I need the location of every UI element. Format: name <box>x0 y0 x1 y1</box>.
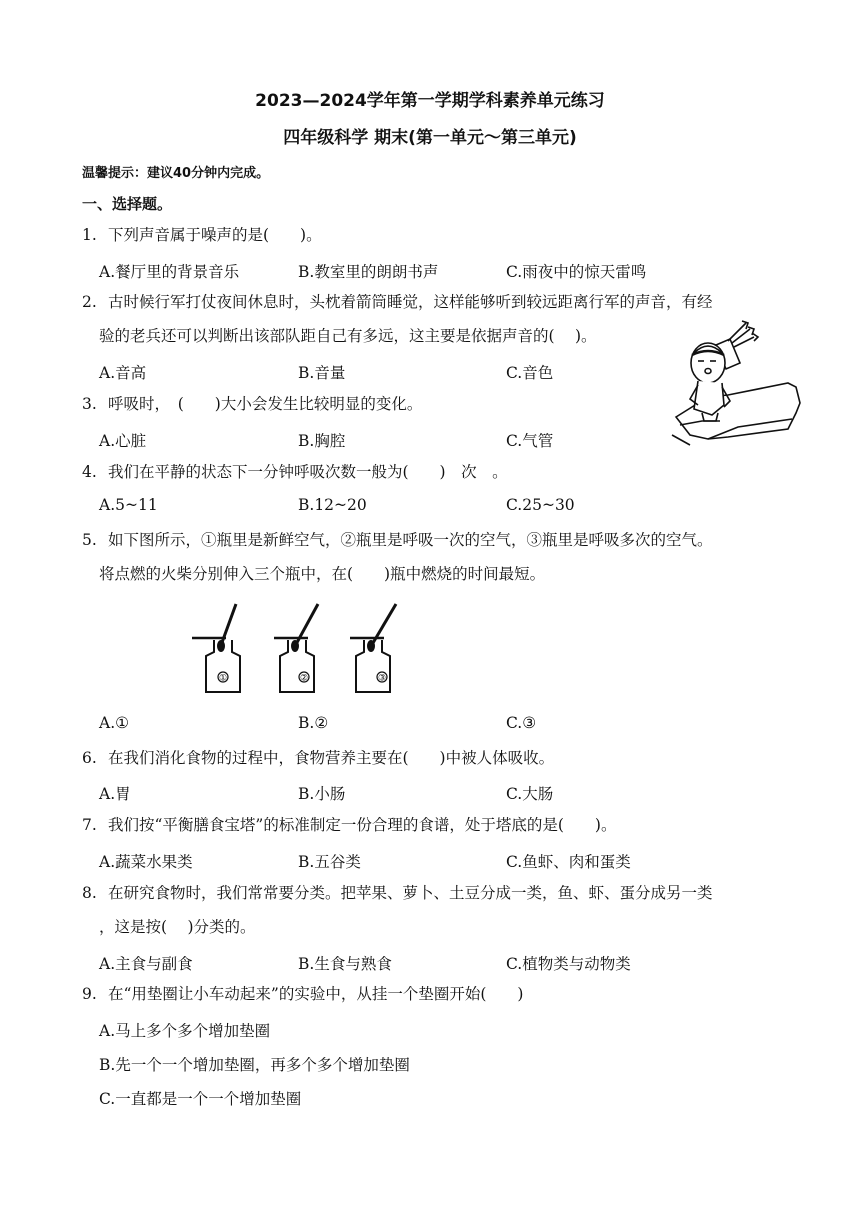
question-6 <box>82 741 782 775</box>
question-number: 6. <box>82 749 97 767</box>
option-c: C.③ <box>506 714 537 732</box>
option-a: A.心脏 <box>99 432 147 450</box>
question-text: 在“用垫圈让小车动起来”的实验中，从挂一个垫圈开始( ) <box>108 985 524 1003</box>
question-number: 7. <box>82 816 97 834</box>
question-text-cont: 将点燃的火柴分别伸入三个瓶中，在( )瓶中燃烧的时间最短。 <box>99 565 546 583</box>
question-text: 在研究食物时，我们常常要分类。把苹果、萝卜、土豆分成一类，鱼、虾、蛋分成另一类 <box>108 884 713 902</box>
exam-title: 2023—2024学年第一学期学科素养单元练习 <box>255 91 605 111</box>
option-b: B.教室里的朗朗书声 <box>298 263 439 281</box>
bottle-label: ① <box>218 673 228 684</box>
question-9 <box>82 977 782 1011</box>
question-text: 如下图所示，①瓶里是新鲜空气，②瓶里是呼吸一次的空气，③瓶里是呼吸多次的空气。 <box>108 531 713 549</box>
question-text: 古时候行军打仗夜间休息时，头枕着箭筒睡觉，这样能够听到较远距离行军的声音，有经 <box>108 293 713 311</box>
question-text: 呼吸时， ( )大小会发生比较明显的变化。 <box>108 395 423 413</box>
question-number: 4. <box>82 463 97 481</box>
option-a: A.主食与副食 <box>99 955 193 973</box>
question-8 <box>82 876 782 910</box>
option-c: C.音色 <box>506 364 554 382</box>
option-b: B.胸腔 <box>298 432 346 450</box>
option-c: C.气管 <box>506 432 554 450</box>
question-number: 8. <box>82 884 97 902</box>
bottle-label: ③ <box>377 673 387 684</box>
exam-subtitle: 四年级科学 期末(第一单元～第三单元) <box>283 128 577 148</box>
question-7 <box>82 808 782 842</box>
option-a: A.① <box>99 714 130 732</box>
option-c: C.一直都是一个一个增加垫圈 <box>99 1090 302 1108</box>
option-a: A.音高 <box>99 364 147 382</box>
bottles-illustration <box>190 598 420 698</box>
option-b: B.音量 <box>298 364 346 382</box>
question-5 <box>82 523 782 557</box>
option-c: C.25~30 <box>506 496 575 514</box>
bottle-2 <box>274 604 318 692</box>
soldier-sleeping-illustration <box>668 325 808 445</box>
question-number: 1. <box>82 226 97 244</box>
tip-text: 温馨提示：建议40分钟内完成。 <box>82 166 270 181</box>
option-c: C.鱼虾、肉和蛋类 <box>506 853 631 871</box>
question-text-cont: ，这是按( )分类的。 <box>99 918 256 936</box>
question-text: 下列声音属于噪声的是( )。 <box>108 226 322 244</box>
question-number: 5. <box>82 531 97 549</box>
option-b: B.小肠 <box>298 785 346 803</box>
option-b: B.生食与熟食 <box>298 955 392 973</box>
question-2 <box>82 285 782 319</box>
question-number: 3. <box>82 395 97 413</box>
bottle-1 <box>192 604 240 692</box>
option-a: A.餐厅里的背景音乐 <box>99 263 240 281</box>
question-text: 我们在平静的状态下一分钟呼吸次数一般为( ) 次 。 <box>108 463 508 481</box>
option-b: B.② <box>298 714 329 732</box>
option-a: A.5~11 <box>99 496 158 514</box>
question-number: 9. <box>82 985 97 1003</box>
bottle-label: ② <box>299 673 309 684</box>
option-b: B.12~20 <box>298 496 367 514</box>
question-4 <box>82 455 782 489</box>
option-a: A.马上多个多个增加垫圈 <box>99 1022 271 1040</box>
question-text-cont: 验的老兵还可以判断出该部队距自己有多远，这主要是依据声音的( )。 <box>99 327 597 345</box>
question-text: 在我们消化食物的过程中，食物营养主要在( )中被人体吸收。 <box>108 749 555 767</box>
option-a: A.蔬菜水果类 <box>99 853 193 871</box>
bottle-3 <box>350 604 396 692</box>
question-3 <box>82 387 782 421</box>
question-1 <box>82 218 782 252</box>
option-a: A.胃 <box>99 785 131 803</box>
option-c: C.大肠 <box>506 785 554 803</box>
option-b: B.五谷类 <box>298 853 361 871</box>
option-c: C.植物类与动物类 <box>506 955 631 973</box>
section-title: 一、选择题。 <box>82 195 173 213</box>
question-number: 2. <box>82 293 97 311</box>
question-text: 我们按“平衡膳食宝塔”的标准制定一份合理的食谱，处于塔底的是( )。 <box>108 816 617 834</box>
option-c: C.雨夜中的惊天雷鸣 <box>506 263 647 281</box>
option-b: B.先一个一个增加垫圈，再多个多个增加垫圈 <box>99 1056 410 1074</box>
